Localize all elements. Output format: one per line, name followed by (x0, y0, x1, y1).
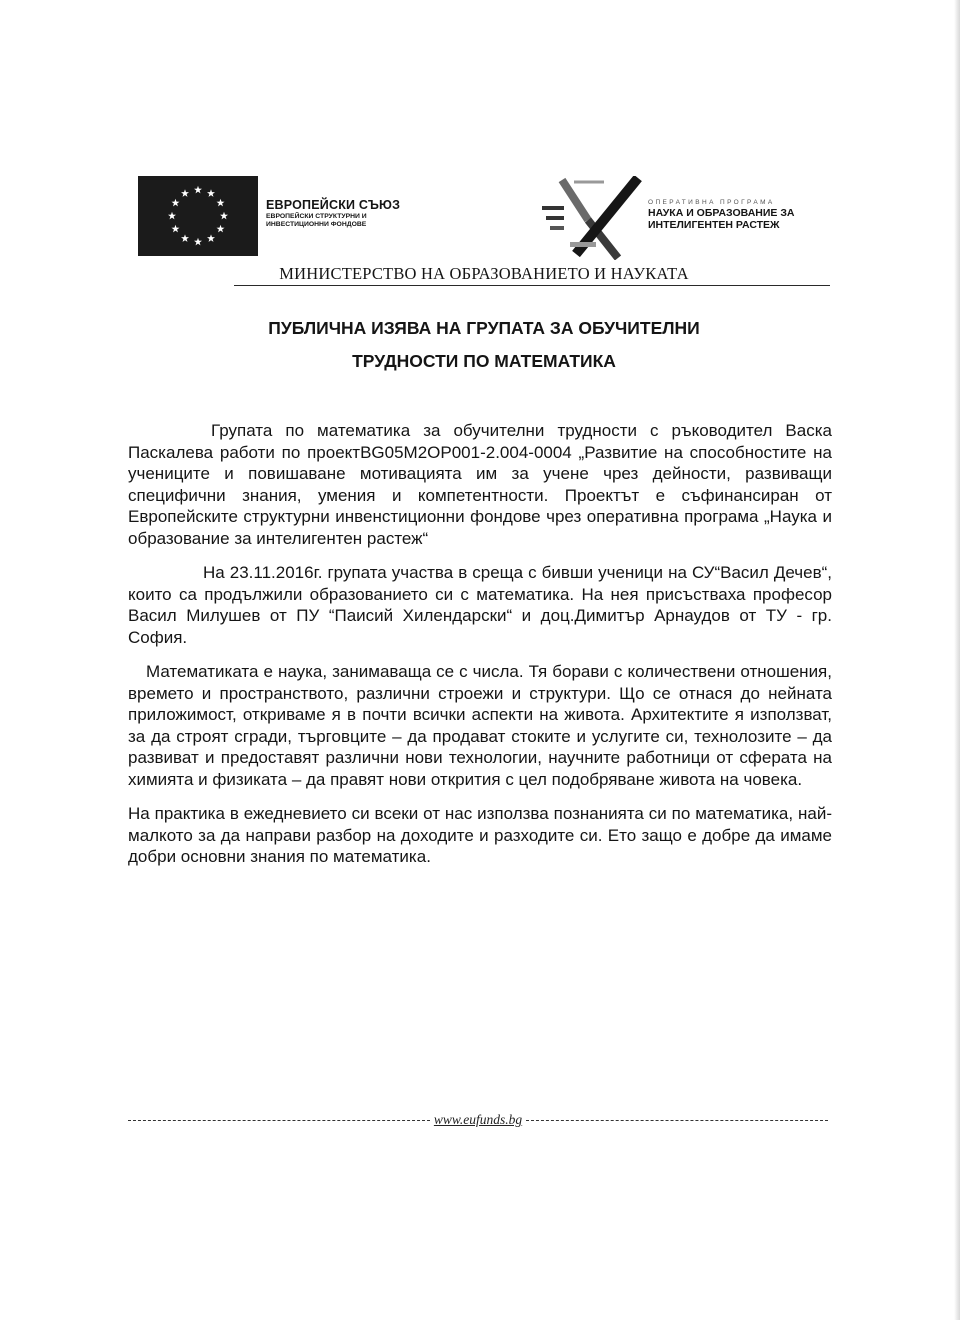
document-title (138, 312, 830, 378)
eu-name: ЕВРОПЕЙСКИ СЪЮЗ (266, 198, 401, 212)
ministry-name: МИНИСТЕРСТВО НА ОБРАЗОВАНИЕТО И НАУКАТА (279, 264, 689, 283)
eu-subtitle-line2: ИНВЕСТИЦИОННИ ФОНДОВЕ (266, 221, 367, 228)
paragraph-conclusion: На практика в ежедневието си всеки от нас използва познанията си по математика, най- малкото за да направи разбор на доходите и разходите си. Ето защо е добре да имаме добри основни знания по математика. (128, 804, 832, 866)
programme-name-line1: НАУКА И ОБРАЗОВАНИЕ ЗА (648, 207, 795, 219)
document-body (128, 420, 832, 881)
footer-dash-left (128, 1120, 430, 1121)
programme-logo (540, 176, 820, 260)
eu-subtitle-line1: ЕВРОПЕЙСКИ СТРУКТУРНИ И (266, 213, 367, 220)
footer (128, 1112, 828, 1128)
paragraph-project: Групата по математика за обучителни трудности с ръководител Васка Паскалева работи по проектBG05M2OP001-2.004-0004 „Развитие на способностите на учениците и повишаване мотивацията им за учене чрез дейности, развиващи специфични знания, умения и компетентности. Проектът е съфинансиран от Европейските структурни инвенстиционни фондове чрез оперативна програма „Наука и образование за интелигентен растеж“ (128, 421, 832, 548)
paragraph-mathematics: Математиката е наука, занимаваща се с числа. Тя борави с количествени отношения, времето и пространството, различни строежи и структури. Що се отнася до нейната приложимост, откриваме я в почти всички аспекти на живота. Архитектите я използват, за да строят сгради, търговците – да продават стоките и услугите си, технолозите – да развиват и предоставят различни нови технологии, научните работници от сферата на химията и физиката – да правят нови открития с цел подобряване живота на човека. (128, 662, 832, 789)
header-rule (234, 285, 830, 286)
footer-dash-right (526, 1120, 828, 1121)
programme-name-line2: ИНТЕЛИГЕНТЕН РАСТЕЖ (648, 219, 780, 231)
paragraph-meeting: На 23.11.2016г. групата участва в среща с бивши ученици на СУ“Васил Дечев“, които са продължили образованието си с математика. На нея присъстваха професор Васил Милушев от ПУ “Паисий Хилендарски“ и доц.Димитър Арнаудов от ТУ - гр. София. (128, 563, 832, 647)
page-edge-shadow (954, 0, 960, 1320)
title-line2: ТРУДНОСТИ ПО МАТЕМАТИКА (352, 351, 616, 371)
footer-link[interactable]: www.eufunds.bg (433, 1112, 523, 1127)
title-line1: ПУБЛИЧНА ИЗЯВА НА ГРУПАТА ЗА ОБУЧИТЕЛНИ (268, 318, 700, 338)
programme-caption: ОПЕРАТИВНА ПРОГРАМА (648, 199, 775, 206)
eu-flag-icon (138, 176, 258, 256)
eu-logo (138, 176, 406, 256)
programme-x-icon (540, 176, 644, 265)
